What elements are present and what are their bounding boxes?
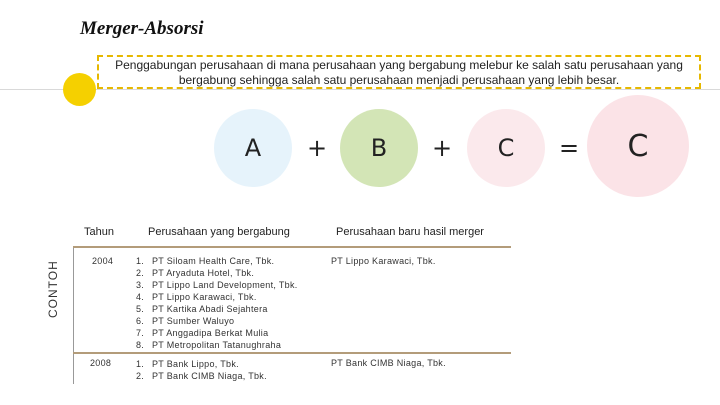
row1-year: 2004 — [92, 256, 114, 266]
row2-result: PT Bank CIMB Niaga, Tbk. — [331, 358, 446, 368]
row1-result: PT Lippo Karawaci, Tbk. — [331, 256, 436, 266]
row1-company-list — [136, 255, 298, 351]
list-item: 1. PT Bank Lippo, Tbk. — [136, 359, 239, 369]
plus-sign-2: + — [432, 134, 453, 162]
list-item: 6. PT Sumber Waluyo — [136, 316, 235, 326]
horizontal-divider — [0, 89, 720, 90]
list-item: 1. PT Siloam Health Care, Tbk. — [136, 256, 275, 266]
company-c-circle: C — [467, 109, 545, 187]
list-item: 7. PT Anggadipa Berkat Mulia — [136, 328, 269, 338]
result-c-circle: C — [587, 95, 689, 197]
list-item: 2. PT Bank CIMB Niaga, Tbk. — [136, 371, 267, 381]
list-item: 4. PT Lippo Karawaci, Tbk. — [136, 292, 257, 302]
header-companies: Perusahaan yang bergabung — [148, 226, 290, 238]
list-item: 5. PT Kartika Abadi Sejahtera — [136, 304, 268, 314]
row2-company-list — [136, 358, 267, 382]
company-b-circle: B — [340, 109, 418, 187]
definition-box: Penggabungan perusahaan di mana perusahaan yang bergabung melebur ke salah satu perusahaan yang bergabung sehingga salah satu perusahaan menjadi perusahaan yang lebih besar. — [97, 55, 701, 89]
plus-sign-1: + — [307, 134, 328, 162]
table-left-rule — [73, 246, 74, 384]
equals-sign: = — [559, 134, 580, 162]
header-result: Perusahaan baru hasil merger — [336, 226, 484, 238]
company-a-circle: A — [214, 109, 292, 187]
slide-title: Merger-Absorsi — [80, 18, 204, 39]
contoh-side-label: CONTOH — [46, 260, 60, 318]
row2-year: 2008 — [90, 358, 112, 368]
list-item: 8. PT Metropolitan Tatanughraha — [136, 340, 282, 350]
header-tahun: Tahun — [84, 226, 114, 238]
yellow-dot-decoration — [63, 73, 96, 106]
table-row-rule — [73, 352, 511, 354]
list-item: 2. PT Aryaduta Hotel, Tbk. — [136, 268, 255, 278]
table-header-rule — [73, 246, 511, 248]
list-item: 3. PT Lippo Land Development, Tbk. — [136, 280, 298, 290]
